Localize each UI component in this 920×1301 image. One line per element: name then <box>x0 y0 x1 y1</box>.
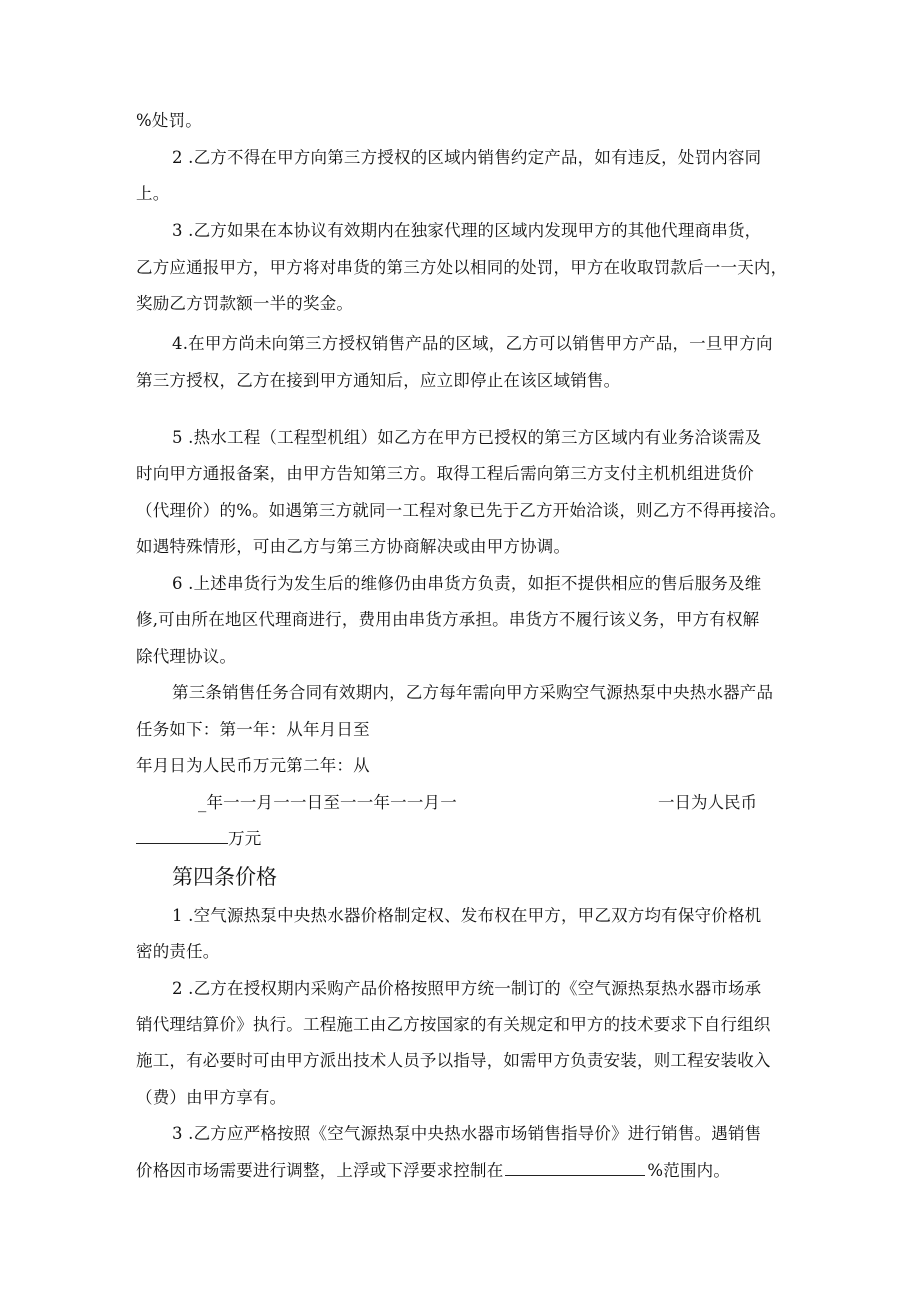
text-line: 除代理协议。 <box>136 647 237 666</box>
text-line: 密的责任。 <box>136 942 220 961</box>
text-fragment: %范围内。 <box>647 1161 731 1180</box>
text-line: 第三方授权，乙方在接到甲方通知后，应立即停止在该区域销售。 <box>136 371 621 390</box>
text-line: 销代理结算价》执行。工程施工由乙方按国家的有关规定和甲方的技术要求下自行组织 <box>136 1015 771 1034</box>
text-line: 4.在甲方尚未向第三方授权销售产品的区域，乙方可以销售甲方产品，一旦甲方向 <box>172 334 773 353</box>
blank-line-percent <box>136 1160 730 1182</box>
text-line: 乙方应通报甲方，甲方将对串货的第三方处以相同的处罚，甲方在收取罚款后一一天内， <box>136 258 788 277</box>
text-line: _年一一月一一日至一一年一一月一 <box>198 793 457 812</box>
text-line: %处罚。 <box>136 111 202 130</box>
text-line: 奖励乙方罚款额一半的奖金。 <box>136 294 354 313</box>
text-line: 第三条销售任务合同有效期内，乙方每年需向甲方采购空气源热泵中央热水器产品 <box>172 683 774 702</box>
section-heading: 第四条价格 <box>172 865 277 889</box>
text-line: 修,可由所在地区代理商进行，费用由串货方承担。串货方不履行该义务，甲方有权解 <box>136 610 760 629</box>
text-line: 3 .乙方如果在本协议有效期内在独家代理的区域内发现甲方的其他代理商串货， <box>172 221 762 240</box>
text-line: （费）由甲方享有。 <box>136 1088 287 1107</box>
text-fragment: 万元 <box>228 829 262 848</box>
text-line: 1 .空气源热泵中央热水器价格制定权、发布权在甲方，甲乙双方均有保守价格机 <box>172 906 762 925</box>
text-line: 年月日为人民币万元第二年：从 <box>136 756 370 775</box>
text-line: （代理价）的%。如遇第三方就同一工程对象已先于乙方开始洽谈，则乙方不得再接洽。 <box>136 501 787 520</box>
text-line: 上。 <box>136 184 170 203</box>
text-line: 一日为人民币 <box>658 793 757 812</box>
text-line: 如遇特殊情形，可由乙方与第三方协商解决或由甲方协调。 <box>136 537 571 556</box>
text-line: 任务如下：第一年：从年月日至 <box>136 720 370 739</box>
text-line: 3 .乙方应严格按照《空气源热泵中央热水器市场销售指导价》进行销售。遇销售 <box>172 1124 762 1143</box>
text-line: 5 .热水工程（工程型机组）如乙方在甲方已授权的第三方区域内有业务洽谈需及 <box>172 428 762 447</box>
text-fragment: 价格因市场需要进行调整，上浮或下浮要求控制在 <box>136 1161 504 1180</box>
text-line: 施工，有必要时可由甲方派出技术人员予以指导，如需甲方负责安装，则工程安装收入 <box>136 1051 771 1070</box>
blank-line-amount <box>136 828 261 850</box>
text-line: 2 .乙方在授权期内采购产品价格按照甲方统一制订的《空气源热泵热水器市场承 <box>172 979 762 998</box>
fill-in-blank[interactable] <box>136 829 228 844</box>
text-line: 2 .乙方不得在甲方向第三方授权的区域内销售约定产品，如有违反，处罚内容同 <box>172 148 762 167</box>
text-line: 6 .上述串货行为发生后的维修仍由串货方负责，如拒不提供相应的售后服务及维 <box>172 574 762 593</box>
fill-in-blank[interactable] <box>505 1161 645 1176</box>
text-line: 时向甲方通报备案，由甲方告知第三方。取得工程后需向第三方支付主机机组进货价 <box>136 464 754 483</box>
